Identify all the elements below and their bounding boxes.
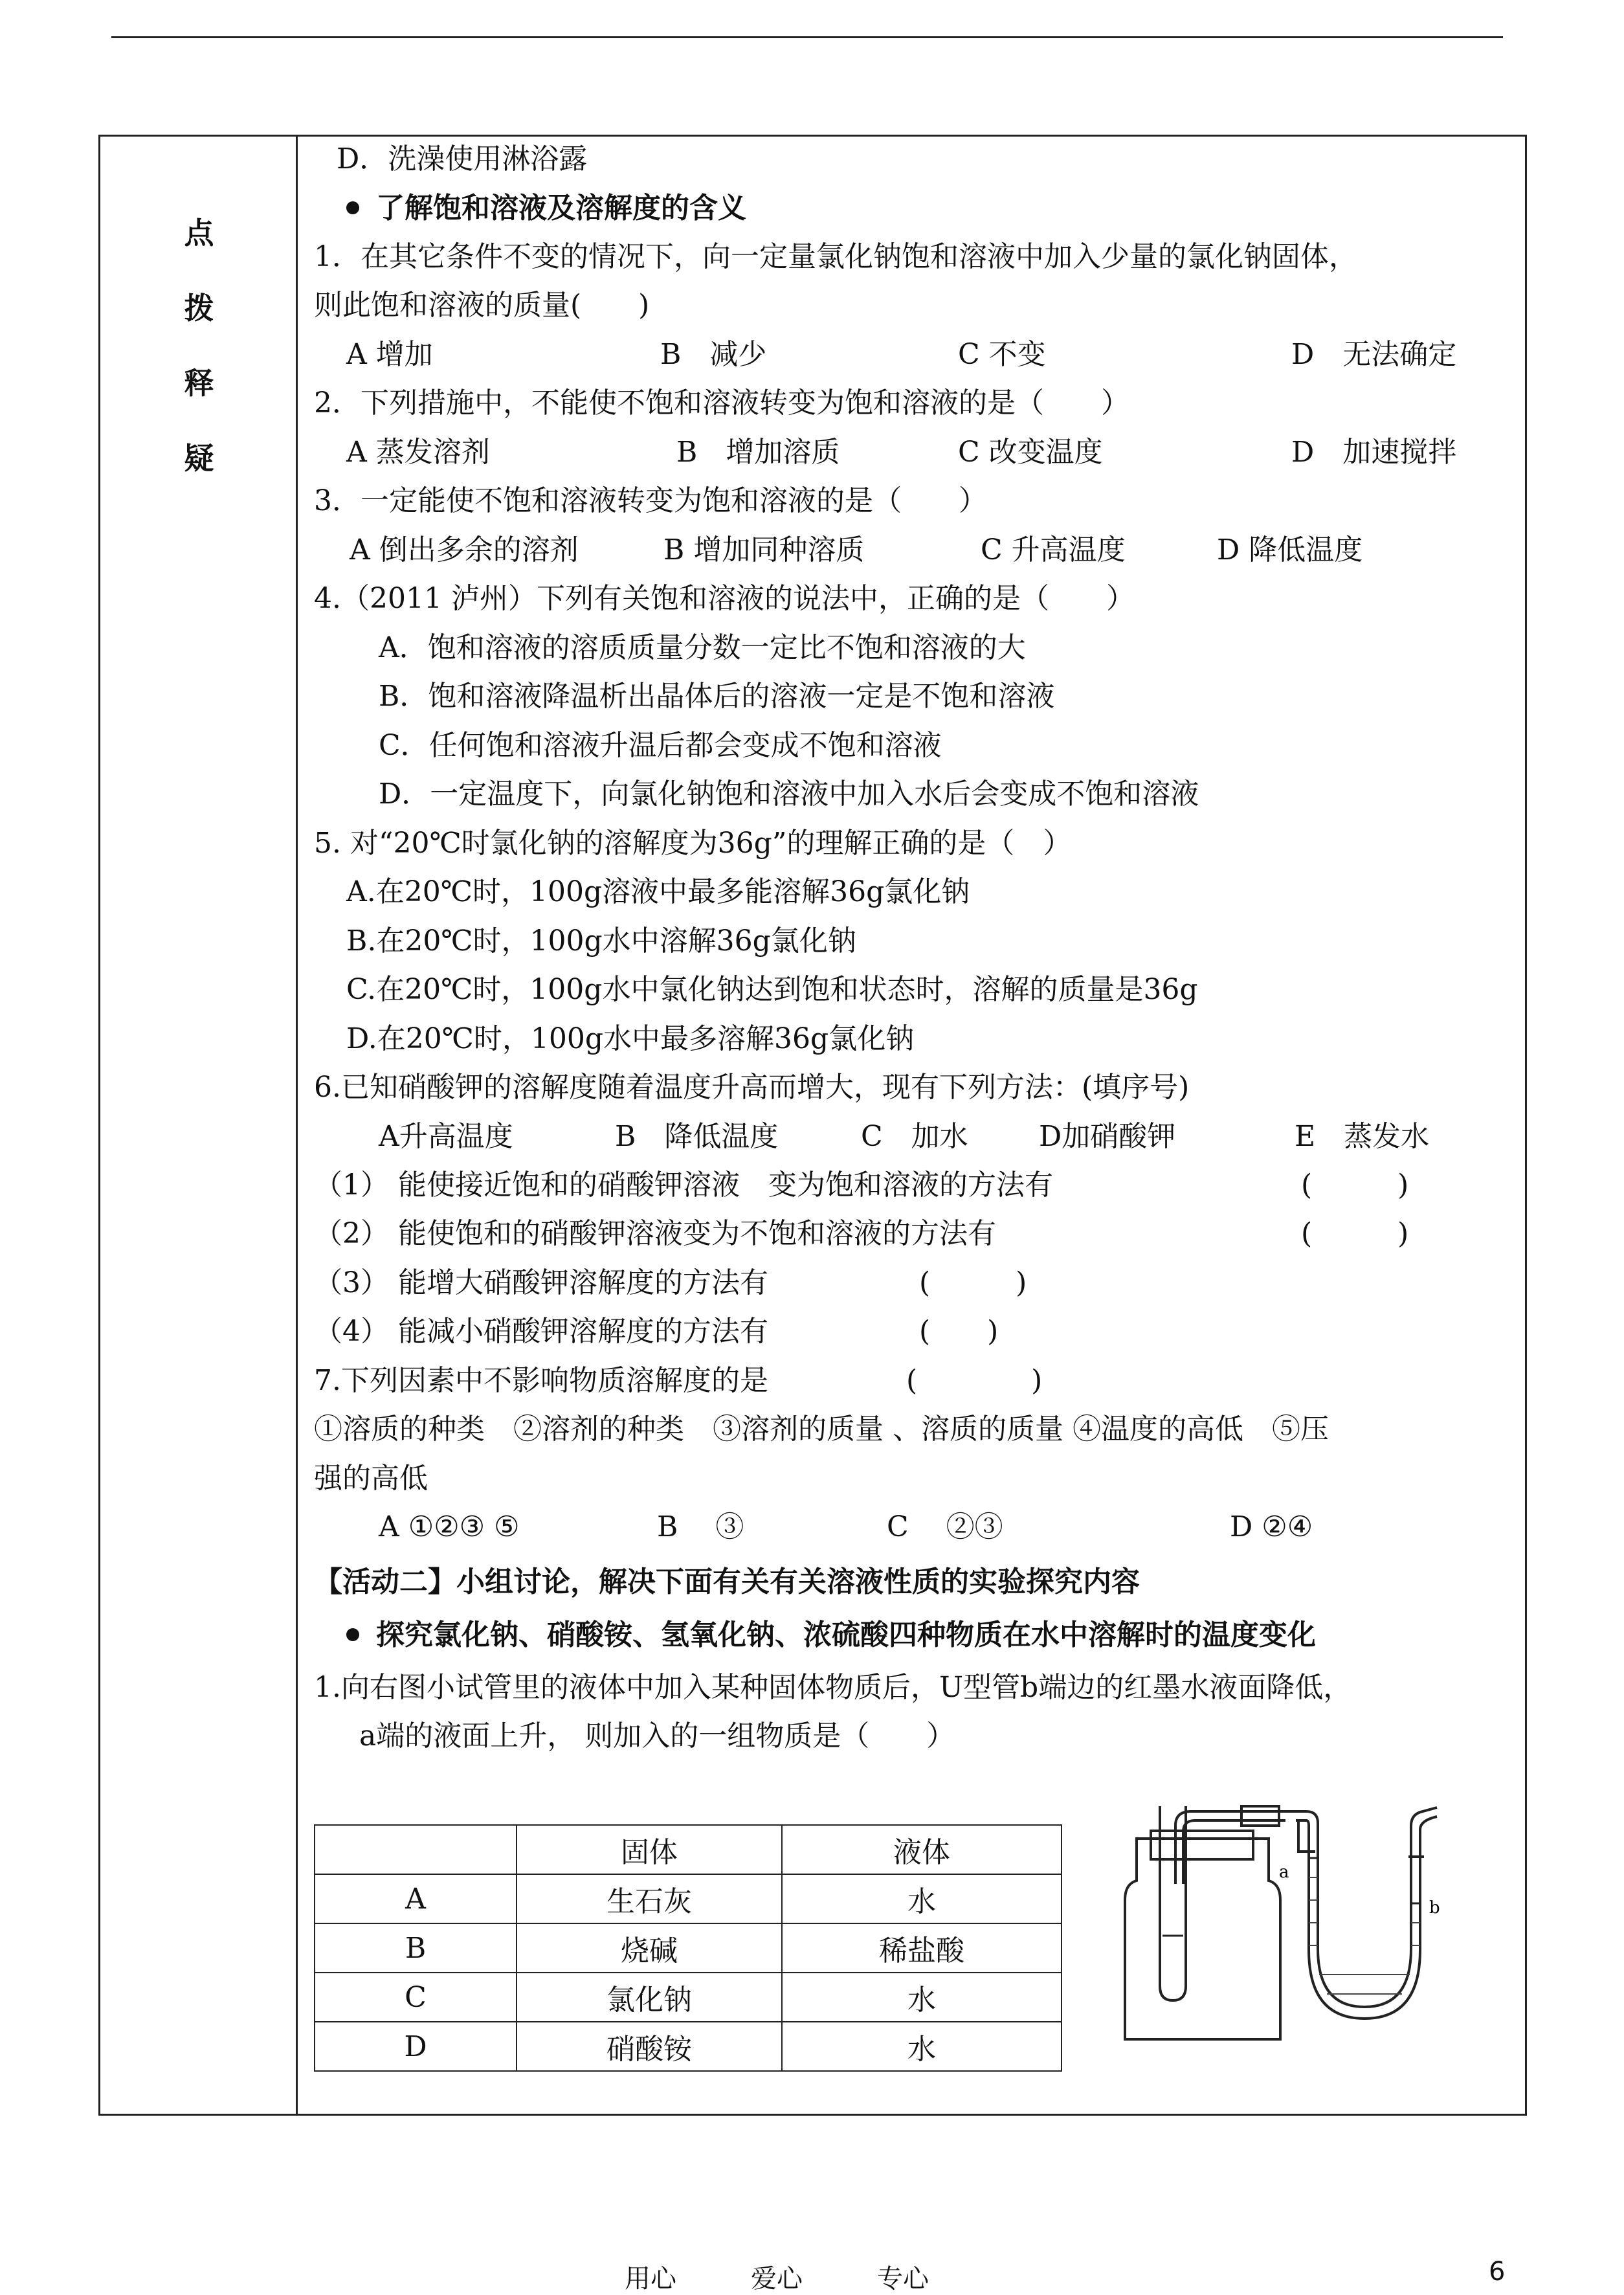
- bullet-icon: [346, 1628, 359, 1641]
- table-cell: A: [315, 1874, 517, 1923]
- q7-items-line-2: 强的高低: [314, 1462, 428, 1495]
- q5-option-b: B.在20℃时，100g水中溶解36g氯化钠: [346, 924, 856, 957]
- section-heading-1-text: 了解饱和溶液及溶解度的含义: [376, 192, 746, 225]
- q1-option-c: C 不变: [958, 338, 1046, 371]
- bullet-icon: [346, 201, 359, 214]
- question-1-line-1: 1．在其它条件不变的情况下，向一定量氯化钠饱和溶液中加入少量的氯化钠固体，: [314, 240, 1357, 273]
- q2-option-d: D 加速搅拌: [1291, 436, 1457, 469]
- table-row: [315, 1973, 1062, 2022]
- q7-blank: ( ): [906, 1364, 1043, 1397]
- question-5: 5. 对“20℃时氯化钠的溶解度为36g”的理解正确的是（ ）: [314, 827, 1072, 860]
- question-4: 4.（2011 泸州）下列有关饱和溶液的说法中，正确的是（ ）: [314, 582, 1135, 615]
- table-cell: 氯化钠: [517, 1973, 782, 2022]
- q6-sub-3: （3） 能增大硝酸钾溶解度的方法有: [314, 1266, 768, 1299]
- q3-option-a: A 倒出多余的溶剂: [350, 533, 579, 566]
- q3-option-d: D 降低温度: [1217, 533, 1363, 566]
- side-label-char-4: 疑: [184, 441, 214, 476]
- q7-items-line-1: ①溶质的种类 ②溶剂的种类 ③溶剂的质量 、溶质的质量 ④温度的高低 ⑤压: [314, 1413, 1329, 1446]
- footer-motto-1: 用心: [625, 2264, 676, 2294]
- answer-table: [314, 1824, 1062, 2072]
- q7-option-a: A ①②③ ⑤: [379, 1510, 520, 1543]
- apparatus-drawing: [1125, 1806, 1437, 2039]
- q6-sub-4: （4） 能减小硝酸钾溶解度的方法有: [314, 1315, 768, 1348]
- section-heading-1: [346, 193, 746, 224]
- q6-sub-1: （1） 能使接近饱和的硝酸钾溶液 变为饱和溶液的方法有: [314, 1169, 1053, 1202]
- table-cell: 烧碱: [517, 1923, 782, 1973]
- question-3: 3．一定能使不饱和溶液转变为饱和溶液的是（ ）: [314, 484, 987, 517]
- question-7: 7.下列因素中不影响物质溶解度的是: [314, 1364, 768, 1397]
- table-cell: D: [315, 2022, 517, 2071]
- q6-option-b: B 降低温度: [615, 1120, 779, 1153]
- question-2: 2．下列措施中，不能使不饱和溶液转变为饱和溶液的是（ ）: [314, 386, 1129, 420]
- header-rule: [111, 36, 1503, 38]
- side-label-column: [100, 137, 298, 2114]
- q2-option-a: A 蒸发溶剂: [346, 436, 490, 469]
- q5-option-a: A.在20℃时，100g溶液中最多能溶解36g氯化钠: [346, 875, 970, 908]
- experiment-1-line-1: 1.向右图小试管里的液体中加入某种固体物质后，U型管b端边的红墨水液面降低，: [314, 1671, 1352, 1704]
- q5-option-c: C.在20℃时，100g水中氯化钠达到饱和状态时，溶解的质量是36g: [346, 973, 1198, 1006]
- table-header-cell: [315, 1825, 517, 1874]
- q6-option-c: C 加水: [861, 1120, 968, 1153]
- q7-option-c: C ②③: [887, 1510, 1003, 1543]
- q1-option-a: A 增加: [346, 338, 433, 371]
- q6-sub-1-blank: ( ): [1301, 1169, 1409, 1202]
- table-cell: 生石灰: [517, 1874, 782, 1923]
- table-row: [315, 1923, 1062, 1973]
- prev-option-d: D．洗澡使用淋浴露: [337, 142, 588, 175]
- q7-option-d: D ②④: [1230, 1510, 1313, 1543]
- q3-option-c: C 升高温度: [981, 533, 1126, 566]
- q4-option-b: B．饱和溶液降温析出晶体后的溶液一定是不饱和溶液: [379, 680, 1055, 713]
- experiment-1-line-2: a端的液面上升， 则加入的一组物质是（ ）: [359, 1719, 955, 1752]
- q2-option-c: C 改变温度: [958, 436, 1103, 469]
- u-tube-label-b: b: [1429, 1898, 1440, 1918]
- q2-option-b: B 增加溶质: [676, 436, 840, 469]
- table-cell: 水: [782, 2022, 1062, 2071]
- table-header-row: [315, 1825, 1062, 1874]
- q6-option-e: E 蒸发水: [1295, 1120, 1430, 1153]
- table-cell: 水: [782, 1973, 1062, 2022]
- q6-option-d: D加硝酸钾: [1039, 1120, 1176, 1153]
- side-label-char-2: 拨: [184, 291, 214, 326]
- q6-sub-2: （2） 能使饱和的硝酸钾溶液变为不饱和溶液的方法有: [314, 1217, 996, 1250]
- q1-option-b: B 减少: [660, 338, 767, 371]
- q1-option-d: D 无法确定: [1291, 338, 1457, 371]
- q6-option-a: A升高温度: [379, 1120, 513, 1153]
- table-cell: B: [315, 1923, 517, 1973]
- q3-option-b: B 增加同种溶质: [663, 533, 865, 566]
- q6-sub-2-blank: ( ): [1301, 1217, 1409, 1250]
- side-label-char-1: 点: [184, 216, 214, 251]
- u-tube-label-a: a: [1279, 1863, 1289, 1882]
- activity-2-heading: 【活动二】小组讨论，解决下面有关有关溶液性质的实验探究内容: [314, 1565, 1140, 1598]
- table-cell: 水: [782, 1874, 1062, 1923]
- page-number: 6: [1489, 2257, 1506, 2287]
- q4-option-a: A．饱和溶液的溶质质量分数一定比不饱和溶液的大: [379, 631, 1026, 664]
- table-cell: 硝酸铵: [517, 2022, 782, 2071]
- section-heading-2-text: 探究氯化钠、硝酸铵、氢氧化钠、浓硫酸四种物质在水中溶解时的温度变化: [376, 1618, 1316, 1651]
- footer-motto-2: 爱心: [751, 2264, 803, 2294]
- q6-sub-3-blank: ( ): [919, 1266, 1027, 1299]
- question-1-line-2: 则此饱和溶液的质量( ): [314, 289, 650, 322]
- table-header-cell: 固体: [517, 1825, 782, 1874]
- q7-option-b: B ③: [657, 1510, 744, 1543]
- table-row: [315, 2022, 1062, 2071]
- question-6: 6.已知硝酸钾的溶解度随着温度升高而增大，现有下列方法：(填序号): [314, 1071, 1190, 1104]
- side-label-char-3: 释: [184, 366, 214, 401]
- table-cell: C: [315, 1973, 517, 2022]
- section-heading-2: [346, 1620, 1316, 1651]
- q4-option-d: D．一定温度下，向氯化钠饱和溶液中加入水后会变成不饱和溶液: [379, 778, 1199, 811]
- footer-motto-3: 专心: [877, 2264, 929, 2294]
- table-row: [315, 1874, 1062, 1923]
- q6-sub-4-blank: ( ): [919, 1315, 999, 1348]
- u-tube-liquid-hatch: [1309, 1877, 1420, 1994]
- table-cell: 稀盐酸: [782, 1923, 1062, 1973]
- table-header-cell: 液体: [782, 1825, 1062, 1874]
- q4-option-c: C．任何饱和溶液升温后都会变成不饱和溶液: [379, 729, 942, 762]
- q5-option-d: D.在20℃时，100g水中最多溶解36g氯化钠: [346, 1022, 915, 1055]
- u-tube-apparatus-figure: [1113, 1787, 1476, 2059]
